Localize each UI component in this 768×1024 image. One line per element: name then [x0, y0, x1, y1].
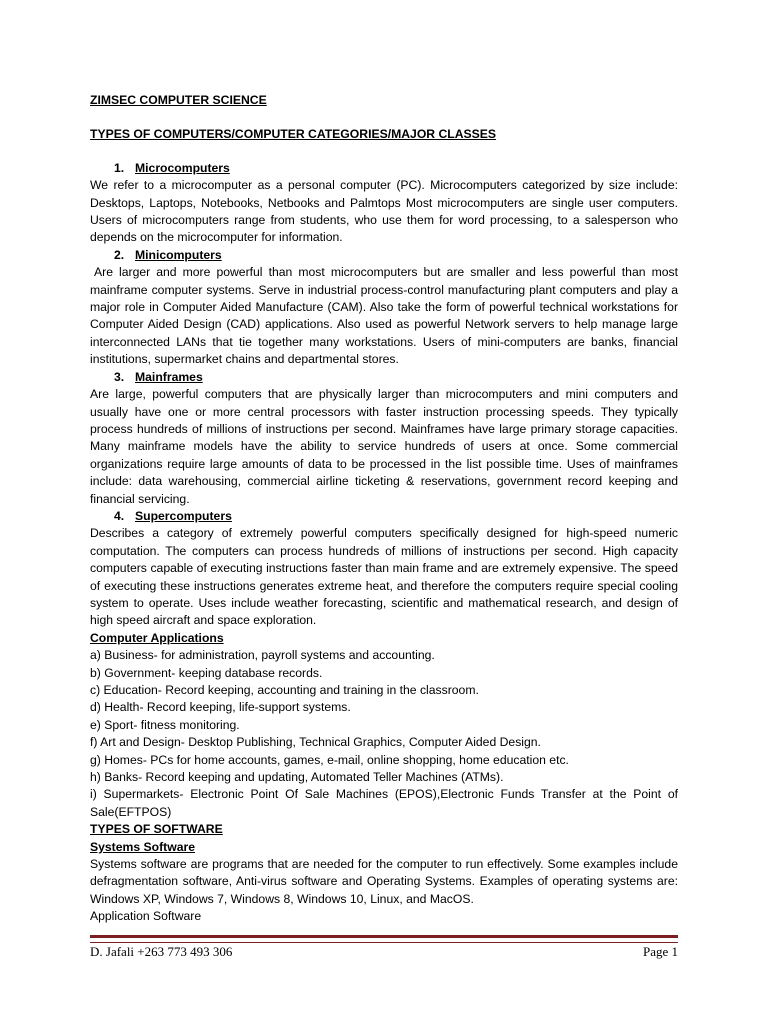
- list-item: i) Supermarkets- Electronic Point Of Sale Machines (EPOS),Electronic Funds Transfer at the Point of Sale(EFTPOS): [90, 787, 678, 819]
- systems-software-body: Systems software are programs that are needed for the computer to run effectively. Some examples include defragmentation software, Anti-virus software and Operating Systems. Examples of operating systems are: Windows XP, Windows 7, Windows 8, Windows 10, Linux, and MacOS.: [90, 857, 678, 906]
- list-item: e) Sport- fitness monitoring.: [90, 717, 240, 732]
- document-title: ZIMSEC COMPUTER SCIENCE: [90, 93, 267, 107]
- document-body: [90, 92, 678, 926]
- section-heading-minicomputers: 2. Minicomputers: [114, 247, 222, 262]
- list-item: c) Education- Record keeping, accounting and training in the classroom.: [90, 683, 479, 697]
- footer-divider: [90, 935, 678, 943]
- list-item: d) Health- Record keeping, life-support systems.: [90, 700, 351, 715]
- list-item: f) Art and Design- Desktop Publishing, Technical Graphics, Computer Aided Design.: [90, 735, 541, 750]
- section-heading-supercomputers: 4. Supercomputers: [114, 508, 232, 523]
- list-item: b) Government- keeping database records.: [90, 665, 323, 680]
- systems-software-heading: Systems Software: [90, 839, 195, 854]
- section-body-minicomputers: Are larger and more powerful than most microcomputers but are smaller and less powerful than most mainframe computer systems. Serve in industrial process-control manufacturing plant computers and play a major role in Computer Aided Manufacture (CAM). Also take the form of powerful technical workstations for Computer Aided Design (CAD) applications. Also used as powerful Network servers to help manage large interconnected LANs that tie together many workstations. Users of mini-computers are banks, financial institutions, supermarket chains and departmental stores.: [90, 265, 678, 367]
- list-item: h) Banks- Record keeping and updating, Automated Teller Machines (ATMs).: [90, 770, 504, 785]
- page-number: Page 1: [642, 944, 678, 959]
- section-body-microcomputers: We refer to a microcomputer as a personal computer (PC). Microcomputers categorized by size include: Desktops, Laptops, Notebooks, Netbooks and Palmtops Most microcomputers are single user computers. Users of microcomputers range from students, who use them for word processing, to a salesperson who depends on the microcomputer for information.: [90, 178, 678, 245]
- application-software-heading: Application Software: [90, 909, 202, 924]
- list-item: g) Homes- PCs for home accounts, games, e-mail, online shopping, home education etc.: [90, 752, 569, 767]
- section-heading-mainframes: 3. Mainframes: [114, 369, 203, 384]
- list-item: a) Business- for administration, payroll systems and accounting.: [90, 648, 435, 663]
- software-heading: TYPES OF SOFTWARE: [90, 822, 223, 837]
- applications-heading: Computer Applications: [90, 630, 224, 645]
- section-body-mainframes: Are large, powerful computers that are physically larger than microcomputers and mini computers and usually have one or more central processors with faster instruction processing speeds. They typically process hundreds of millions of instructions per second. Mainframes have large primary storage capacities. Many mainframe models have the ability to service hundreds of users at once. Some commercial organizations require large amounts of data to be processed in the list possible time. Uses of mainframes include: data warehousing, commercial airline ticketing & reservations, government record keeping and financial servicing.: [90, 387, 678, 506]
- section-heading-microcomputers: 1. Microcomputers: [114, 160, 230, 175]
- section-body-supercomputers: Describes a category of extremely powerful computers specifically designed for high-speed numeric computation. The computers can process hundreds of millions of instructions per second. High capacity computers capable of executing instructions faster than main frame and are extremely expensive. The speed of executing these instructions generates extreme heat, and therefore the computers require special cooling system to operate. Uses include weather forecasting, scientific and mathematical research, and design of high speed aircraft and space exploration.: [90, 526, 678, 628]
- document-subtitle: TYPES OF COMPUTERS/COMPUTER CATEGORIES/MAJOR CLASSES: [90, 127, 497, 142]
- footer-author: D. Jafali +263 773 493 306: [90, 944, 233, 959]
